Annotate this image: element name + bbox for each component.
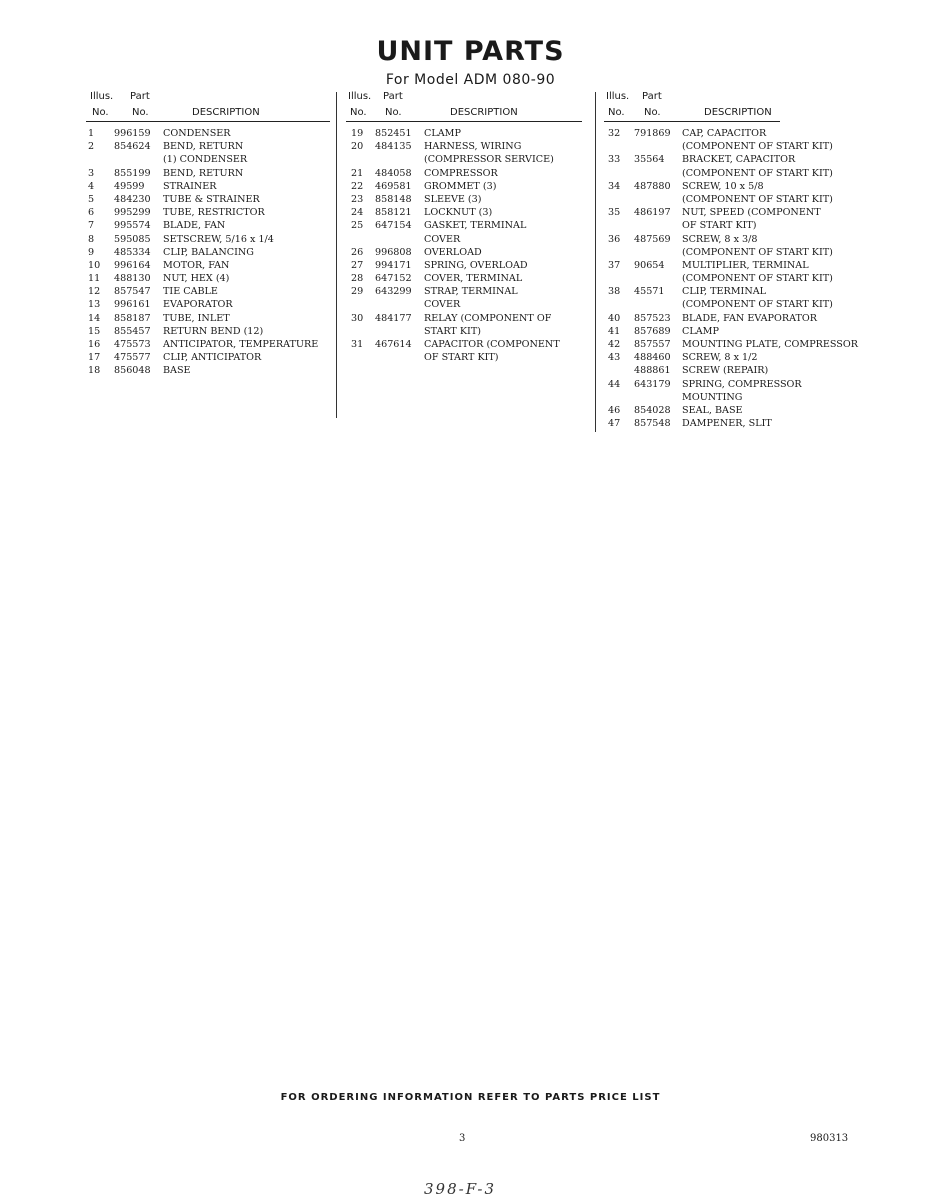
header-rule [86,121,330,122]
description-header: DESCRIPTION [704,107,772,118]
illus-number: 8 [88,233,95,245]
part-number: 857547 [114,286,151,298]
illus-number: 47 [608,418,621,430]
part-description: BLADE, FAN EVAPORATOR [682,312,817,324]
part-description: START KIT) [424,325,481,337]
part-header: Part [383,91,403,102]
part-number: 35564 [634,154,665,166]
part-description: CONDENSER [163,128,231,139]
column-divider [336,92,337,418]
part-description: MULTIPLIER, TERMINAL [682,259,809,271]
part-number: 996164 [114,259,151,271]
part-description: TUBE & STRAINER [163,193,260,205]
part-description: STRAP, TERMINAL [424,286,518,298]
part-number: 643299 [375,286,412,298]
illus-header: Illus. [606,91,630,102]
part-description: CLAMP [424,128,461,139]
part-number: 857557 [634,339,671,350]
part-header: Part [642,91,662,102]
illus-number: 13 [88,299,101,311]
illus-number: 19 [351,128,364,139]
part-number: 995299 [114,207,151,219]
illus-number: 23 [351,193,364,205]
part-number: 488861 [634,365,671,377]
handwritten-note: 398-F-3 [424,1180,497,1198]
illus-number: 37 [608,259,621,271]
part-number: 996161 [114,299,151,311]
part-number: 485334 [114,246,151,258]
illus-number: 16 [88,339,101,350]
part-description: OF START KIT) [424,352,499,364]
part-number: 791869 [634,128,671,139]
part-number: 854028 [634,404,671,416]
part-number: 49599 [114,180,145,192]
illus-number: 41 [608,325,621,337]
illus-number: 7 [88,220,95,232]
part-no-header: No. [385,107,402,118]
part-description: CLAMP [682,325,719,337]
document-number: 980313 [810,1133,849,1144]
part-description: LOCKNUT (3) [424,207,493,219]
illus-number: 43 [608,352,621,364]
part-description: OF START KIT) [682,220,757,232]
illus-no-header: No. [350,107,367,118]
illus-number: 24 [351,207,364,219]
part-number: 484177 [375,312,412,324]
page-title: UNIT PARTS [376,36,565,67]
part-description: CAP, CAPACITOR [682,128,767,139]
part-description: CLIP, ANTICIPATOR [163,352,262,364]
part-description: SPRING, COMPRESSOR [682,378,802,390]
illus-header: Illus. [90,91,114,102]
part-number: 996808 [375,246,412,258]
illus-no-header: No. [92,107,109,118]
part-description: SCREW, 10 x 5/8 [682,180,764,192]
part-number: 484135 [375,141,412,153]
illus-number: 18 [88,365,101,377]
part-number: 487569 [634,233,671,245]
illus-number: 4 [88,180,95,192]
part-number: 45571 [634,286,665,298]
part-no-header: No. [132,107,149,118]
part-number: 467614 [375,339,412,350]
illus-number: 15 [88,325,101,337]
description-header: DESCRIPTION [450,107,518,118]
part-description: MOUNTING PLATE, COMPRESSOR [682,339,858,350]
part-description: CLIP, TERMINAL [682,286,767,298]
part-number: 484058 [375,167,412,179]
part-number: 995574 [114,220,151,232]
illus-number: 14 [88,312,101,324]
part-description: (COMPRESSOR SERVICE) [424,154,554,166]
part-no-header: No. [644,107,661,118]
page-number: 3 [459,1133,466,1144]
part-description: COVER [424,233,461,245]
illus-number: 5 [88,193,95,205]
part-description: BASE [163,365,191,377]
part-description: (COMPONENT OF START KIT) [682,167,833,179]
part-description: RELAY (COMPONENT OF [424,312,552,324]
part-description: SEAL, BASE [682,404,743,416]
part-number: 858187 [114,312,151,324]
header-rule [604,121,780,122]
illus-number: 3 [88,167,95,179]
part-number: 855457 [114,325,151,337]
part-number: 996159 [114,128,151,139]
part-number: 486197 [634,207,671,219]
part-description: GROMMET (3) [424,180,497,192]
part-description: CAPACITOR (COMPONENT [424,339,560,350]
illus-number: 2 [88,141,95,153]
part-description: BEND, RETURN [163,141,244,153]
part-description: OVERLOAD [424,246,482,258]
illus-number: 1 [88,128,95,139]
illus-number: 30 [351,312,364,324]
illus-number: 38 [608,286,621,298]
part-number: 854624 [114,141,151,153]
model-subtitle: For Model ADM 080-90 [385,72,556,88]
part-description: NUT, HEX (4) [163,273,230,285]
part-description: MOTOR, FAN [163,259,230,271]
ordering-note: FOR ORDERING INFORMATION REFER TO PARTS PRICE LIST [280,1092,661,1103]
part-description: RETURN BEND (12) [163,325,264,337]
illus-number: 34 [608,180,621,192]
illus-number: 44 [608,378,621,390]
illus-number: 9 [88,246,95,258]
illus-number: 28 [351,273,364,285]
part-description: HARNESS, WIRING [424,141,522,153]
part-description: (1) CONDENSER [163,154,248,166]
part-number: 475577 [114,352,151,364]
part-description: COVER, TERMINAL [424,273,523,285]
part-number: 857523 [634,312,671,324]
description-header: DESCRIPTION [192,107,260,118]
part-description: GASKET, TERMINAL [424,220,527,232]
part-number: 643179 [634,378,671,390]
part-description: (COMPONENT OF START KIT) [682,193,833,205]
illus-header: Illus. [348,91,372,102]
part-description: TIE CABLE [163,286,218,298]
illus-number: 27 [351,259,364,271]
part-number: 994171 [375,259,412,271]
illus-number: 35 [608,207,621,219]
part-number: 647154 [375,220,412,232]
part-number: 647152 [375,273,412,285]
part-number: 856048 [114,365,151,377]
part-number: 858121 [375,207,412,219]
part-number: 857548 [634,418,671,430]
illus-number: 31 [351,339,364,350]
part-description: (COMPONENT OF START KIT) [682,141,833,153]
illus-number: 12 [88,286,101,298]
column-divider [595,92,596,432]
part-description: SCREW (REPAIR) [682,365,769,377]
part-description: EVAPORATOR [163,299,233,311]
illus-number: 40 [608,312,621,324]
part-description: (COMPONENT OF START KIT) [682,299,833,311]
part-number: 858148 [375,193,412,205]
part-number: 488130 [114,273,151,285]
illus-number: 22 [351,180,364,192]
part-description: NUT, SPEED (COMPONENT [682,207,821,219]
part-number: 469581 [375,180,412,192]
part-description: COMPRESSOR [424,167,498,179]
part-description: COVER [424,299,461,311]
illus-no-header: No. [608,107,625,118]
part-description: SLEEVE (3) [424,193,482,205]
illus-number: 17 [88,352,101,364]
part-description: TUBE, RESTRICTOR [163,207,265,219]
illus-number: 33 [608,154,621,166]
illus-number: 11 [88,273,101,285]
part-number: 595085 [114,233,151,245]
illus-number: 10 [88,259,101,271]
part-description: (COMPONENT OF START KIT) [682,246,833,258]
part-description: SCREW, 8 x 1/2 [682,352,758,364]
header-rule [346,121,582,122]
part-description: DAMPENER, SLIT [682,418,772,430]
illus-number: 36 [608,233,621,245]
part-number: 857689 [634,325,671,337]
part-number: 852451 [375,128,412,139]
part-description: ANTICIPATOR, TEMPERATURE [163,339,319,350]
part-description: BLADE, FAN [163,220,226,232]
part-description: BEND, RETURN [163,167,244,179]
part-description: MOUNTING [682,391,743,403]
part-number: 475573 [114,339,151,350]
part-description: TUBE, INLET [163,312,230,324]
part-description: STRAINER [163,180,217,192]
part-description: BRACKET, CAPACITOR [682,154,796,166]
illus-number: 6 [88,207,95,219]
part-number: 488460 [634,352,671,364]
part-number: 484230 [114,193,151,205]
part-description: CLIP, BALANCING [163,246,254,258]
part-number: 487880 [634,180,671,192]
part-number: 855199 [114,167,151,179]
illus-number: 29 [351,286,364,298]
part-description: SETSCREW, 5/16 x 1/4 [163,233,274,245]
illus-number: 46 [608,404,621,416]
illus-number: 20 [351,141,364,153]
part-header: Part [130,91,150,102]
part-description: SCREW, 8 x 3/8 [682,233,758,245]
illus-number: 42 [608,339,621,350]
illus-number: 21 [351,167,364,179]
part-number: 90654 [634,259,665,271]
illus-number: 32 [608,128,621,139]
part-description: SPRING, OVERLOAD [424,259,528,271]
part-description: (COMPONENT OF START KIT) [682,273,833,285]
illus-number: 26 [351,246,364,258]
illus-number: 25 [351,220,364,232]
